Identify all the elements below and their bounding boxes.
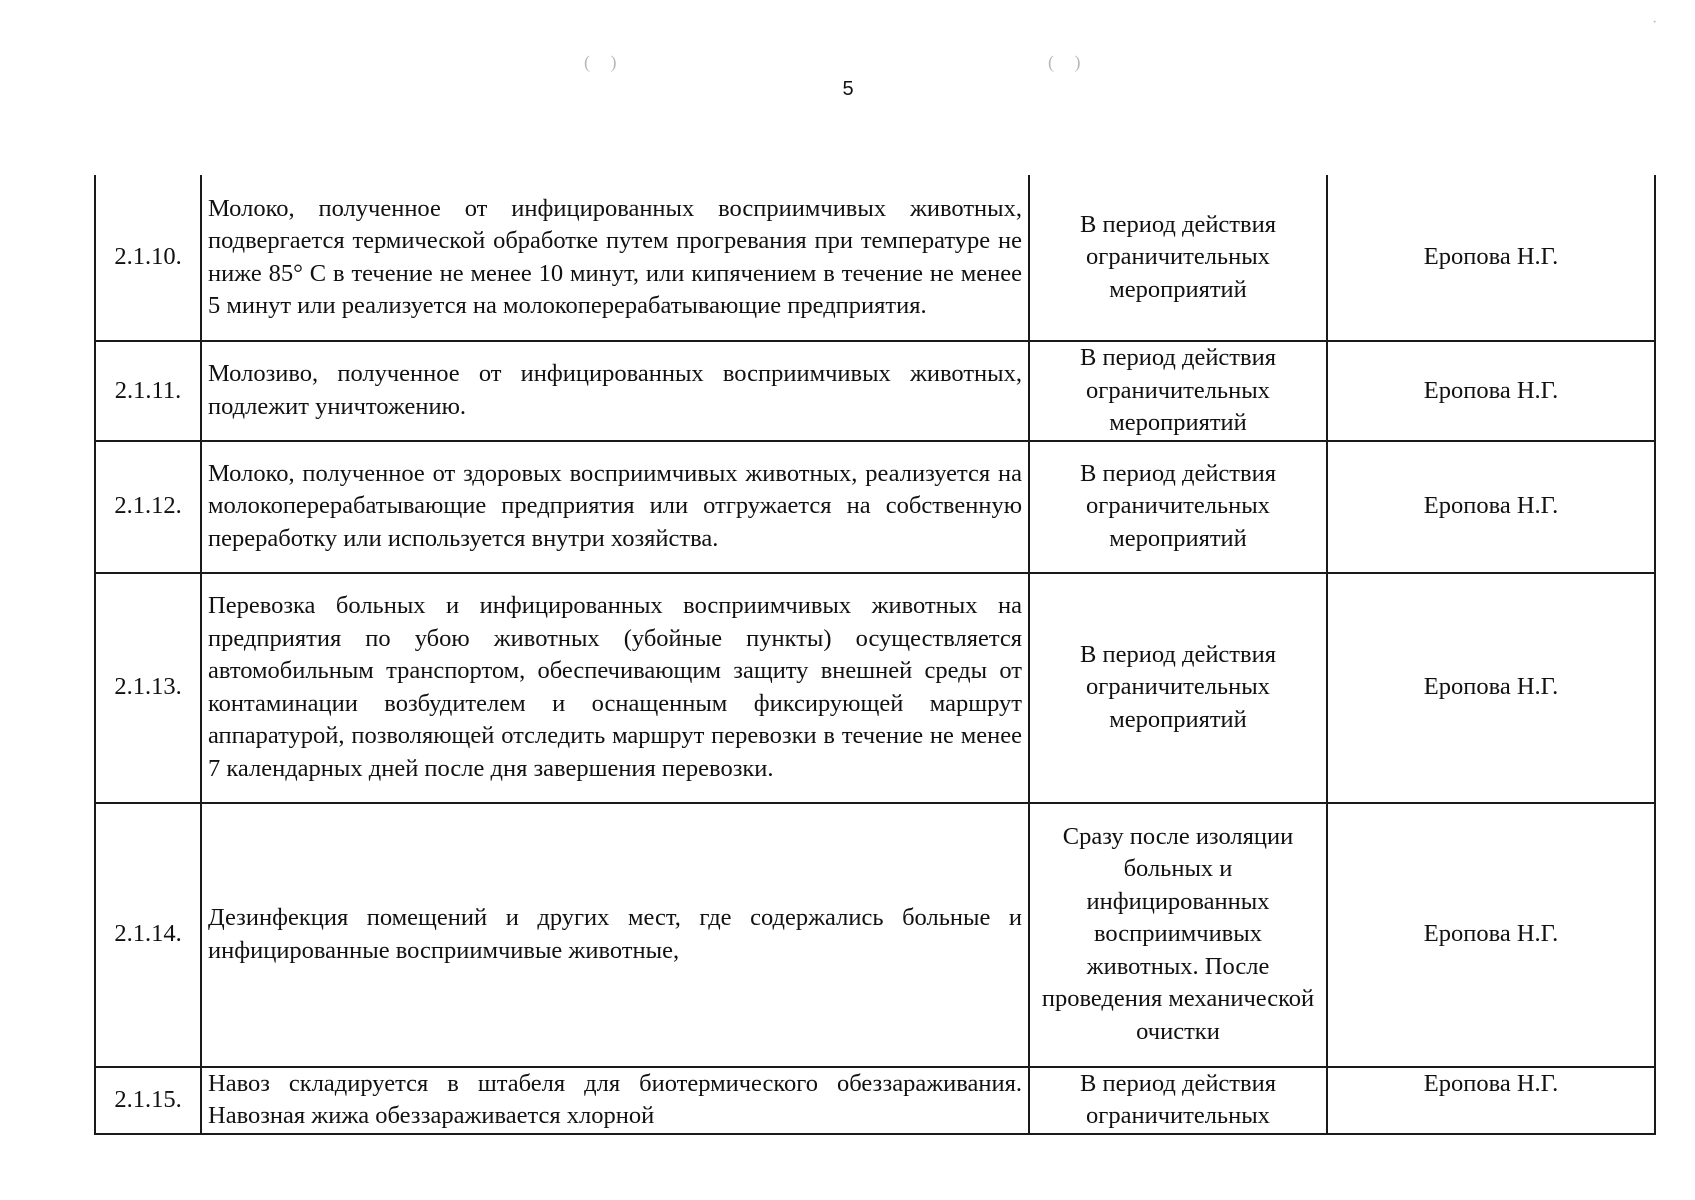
responsible-person: Еропова Н.Г. — [1327, 1067, 1655, 1134]
scan-artifact-mark: ( ) — [584, 52, 625, 72]
table-row — [95, 803, 1655, 1067]
item-number: 2.1.14. — [95, 803, 201, 1067]
item-number: 2.1.10. — [95, 175, 201, 341]
measure-text: Молоко, полученное от здоровых восприимчивых животных, реализуется на молокоперерабатывающие предприятия или отгружается на собственную переработку или используется внутри хозяйства. — [201, 441, 1029, 573]
item-number: 2.1.11. — [95, 341, 201, 441]
scan-artifact-mark: ( ) — [1048, 52, 1089, 72]
period-text: В период действия ограничительных мероприятий — [1029, 573, 1327, 803]
responsible-person: Еропова Н.Г. — [1327, 441, 1655, 573]
period-text: В период действия ограничительных мероприятий — [1029, 441, 1327, 573]
responsible-person: Еропова Н.Г. — [1327, 175, 1655, 341]
item-number: 2.1.12. — [95, 441, 201, 573]
responsible-person: Еропова Н.Г. — [1327, 573, 1655, 803]
table-row — [95, 1067, 1655, 1134]
table-row — [95, 175, 1655, 341]
table-row — [95, 441, 1655, 573]
period-text: В период действия ограничительных мероприятий — [1029, 341, 1327, 441]
table-row — [95, 573, 1655, 803]
measure-text: Молозиво, полученное от инфицированных восприимчивых животных, подлежит уничтожению. — [201, 341, 1029, 441]
measure-text: Перевозка больных и инфицированных восприимчивых животных на предприятия по убою животных (убойные пункты) осуществляется автомобильным транспортом, обеспечивающим защиту внешней среды от контаминации возбудителем и оснащенным фиксирующей маршрут аппаратурой, позволяющей отследить маршрут перевозки в течение не менее 7 календарных дней после дня завершения перевозки. — [201, 573, 1029, 803]
measure-text: Молоко, полученное от инфицированных восприимчивых животных, подвергается термической обработке путем прогревания при температуре не ниже 85° С в течение не менее 10 минут, или кипячением в течение не менее 5 минут или реализуется на молокоперерабатывающие предприятия. — [201, 175, 1029, 341]
period-text: В период действия ограничительных мероприятий — [1029, 175, 1327, 341]
scan-artifact-mark: · — [1652, 14, 1666, 31]
item-number: 2.1.15. — [95, 1067, 201, 1134]
page-number: 5 — [842, 78, 854, 100]
item-number: 2.1.13. — [95, 573, 201, 803]
measures-table — [94, 175, 1656, 1135]
responsible-person: Еропова Н.Г. — [1327, 803, 1655, 1067]
table-row — [95, 341, 1655, 441]
responsible-person: Еропова Н.Г. — [1327, 341, 1655, 441]
period-text: Сразу после изоляции больных и инфицированных восприимчивых животных. После проведения механической очистки — [1029, 803, 1327, 1067]
measure-text: Навоз складируется в штабеля для биотермического обеззараживания. Навозная жижа обеззараживается хлорной — [201, 1067, 1029, 1134]
measure-text: Дезинфекция помещений и других мест, где содержались больные и инфицированные восприимчивые животные, — [201, 803, 1029, 1067]
period-text: В период действия ограничительных — [1029, 1067, 1327, 1134]
